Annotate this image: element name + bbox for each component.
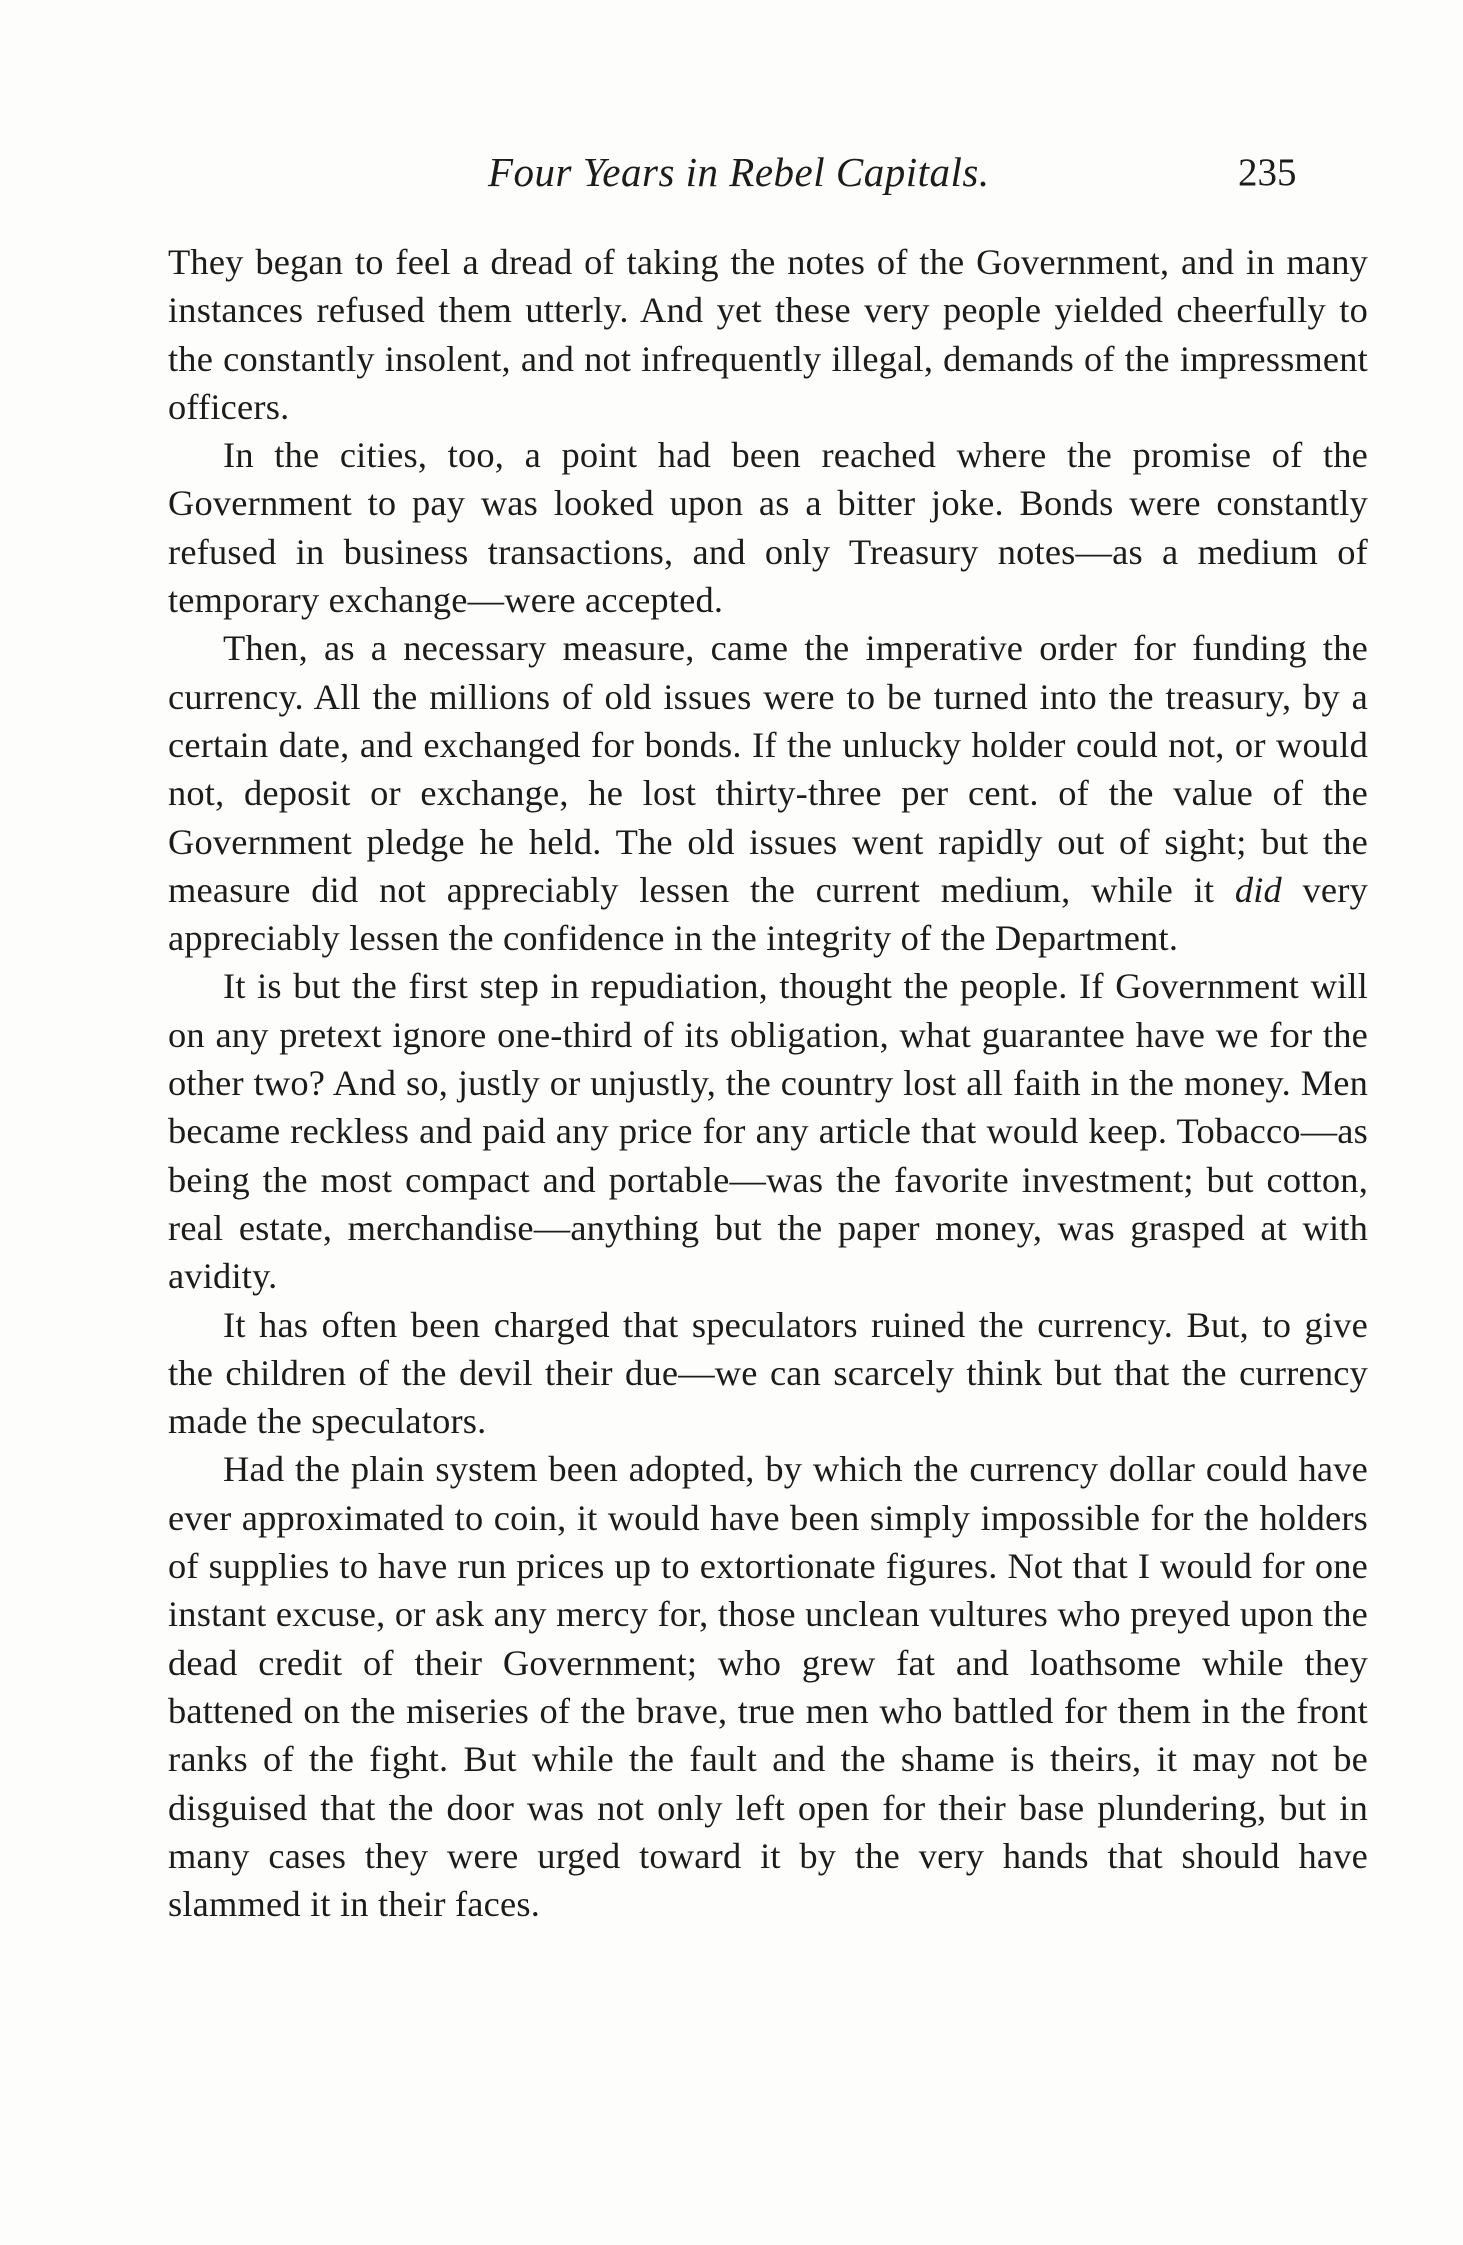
paragraph-3-text-after: very appreciably lessen the confidence in the integrity of the Department. [168, 869, 1369, 959]
paragraph-6: Had the plain system been adopted, by which the currency dollar could have ever approximated to coin, it would have been simply impossible for the holders of supplies to have run prices up to extortionate figures. Not that I would for one instant excuse, or ask any mercy for, those unclean vultures who preyed upon the dead credit of their Government; who grew fat and loathsome while they battened on the miseries of the brave, true men who battled for them in the front ranks of the fight. But while the fault and the shame is theirs, it may not be disguised that the door was not only left open for their base plundering, but in many cases they were urged toward it by the very hands that should have slammed it in their faces. [168, 1449, 1368, 1925]
paragraph-2: In the cities, too, a point had been reached where the promise of the Government to pay was looked upon as a bitter joke. Bonds were constantly refused in business transactions, and only Treasury notes—as a medium of temporary exchange—were accepted. [168, 435, 1368, 621]
body-text [168, 238, 1368, 1928]
page-number: 235 [1238, 151, 1297, 194]
paragraph-3-text-before: Then, as a necessary measure, came the imperative order for funding the currency. All the millions of old issues were to be turned into the treasury, by a certain date, and exchanged for bonds. If the unlucky holder could not, or would not, deposit or exchange, he lost thirty-three per cent. of the value of the Government pledge he held. The old issues went rapidly out of sight; but the measure did not appreciably lessen the current medium, while it [168, 628, 1368, 910]
paragraph-4: It is but the first step in repudiation, thought the people. If Government will on any pretext ignore one-third of its obligation, what guarantee have we for the other two? And so, justly or unjustly, the country lost all faith in the money. Men became reckless and paid any price for any article that would keep. Tobacco—as being the most compact and portable—was the favorite investment; but cotton, real estate, merchandise—anything but the paper money, was grasped at with avidity. [168, 966, 1368, 1297]
paragraph-5: It has often been charged that speculators ruined the currency. But, to give the children of the devil their due—we can scarcely think but that the currency made the speculators. [168, 1304, 1368, 1442]
running-head [168, 148, 1368, 208]
running-title: Four Years in Rebel Capitals. [488, 149, 990, 195]
paragraph-1: They began to feel a dread of taking the notes of the Government, and in many instances refused them utterly. And yet these very people yielded cheerfully to the constantly insolent, and not infrequently illegal, demands of the impressment officers. [168, 242, 1368, 427]
paragraph-3 [168, 624, 1368, 962]
paragraph-3-emphasis: did [1234, 869, 1282, 910]
